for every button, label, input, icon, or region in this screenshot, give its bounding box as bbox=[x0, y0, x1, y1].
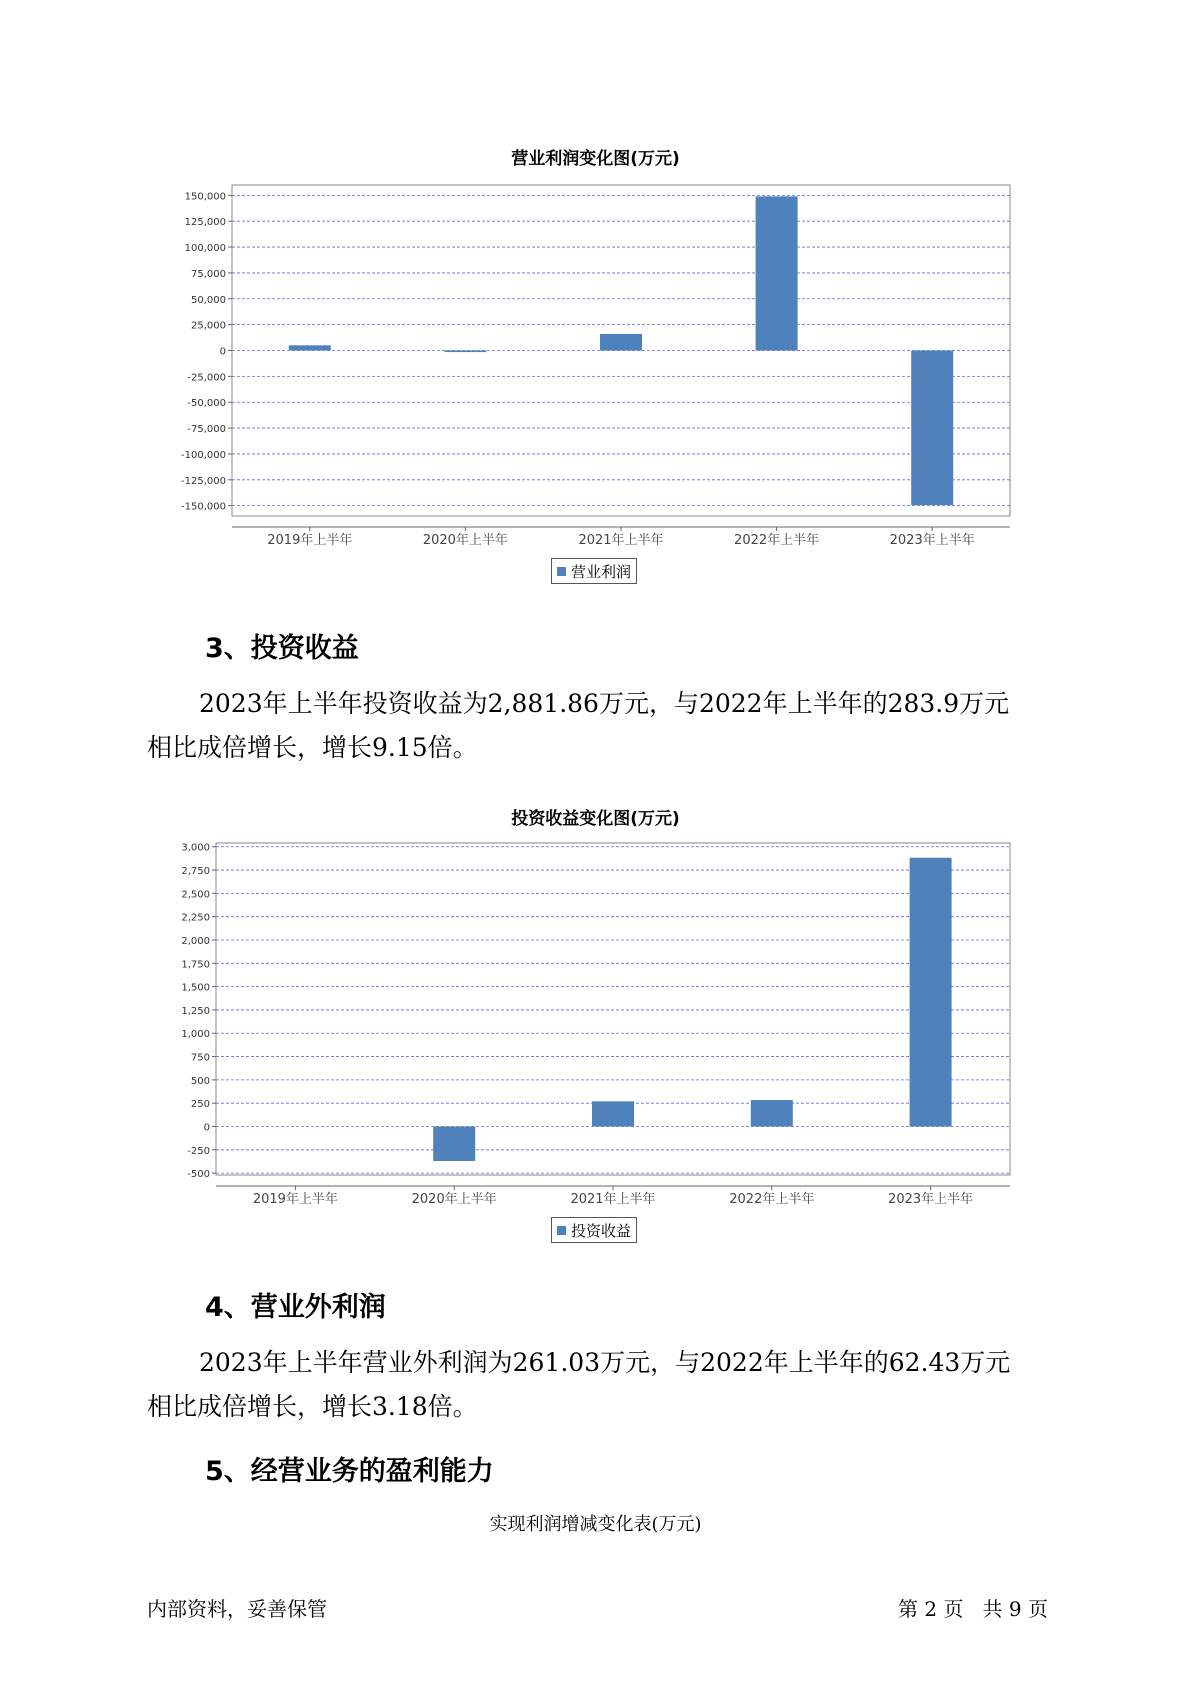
investment-income-chart-title: 投资收益变化图(万元) bbox=[511, 809, 680, 829]
y-tick-label: -100,000 bbox=[181, 449, 226, 461]
section-3-heading: 3、投资收益 bbox=[205, 633, 359, 664]
y-tick-label: 250 bbox=[190, 1099, 210, 1111]
y-tick-label: 2,250 bbox=[181, 912, 210, 924]
y-tick-label: -125,000 bbox=[181, 475, 226, 487]
section-5-heading: 5、经营业务的盈利能力 bbox=[205, 1456, 494, 1487]
table-caption: 实现利润增减变化表(万元) bbox=[489, 1514, 702, 1535]
operating-profit-chart-title: 营业利润变化图(万元) bbox=[511, 149, 680, 169]
y-tick-label: 0 bbox=[219, 346, 226, 358]
legend-swatch bbox=[557, 1226, 566, 1235]
x-tick-label: 2021年上半年 bbox=[578, 533, 664, 548]
y-tick-label: 125,000 bbox=[184, 217, 226, 229]
y-tick-label: -500 bbox=[187, 1169, 210, 1181]
x-tick-label: 2022年上半年 bbox=[729, 1192, 815, 1207]
section-4-paragraph bbox=[147, 1341, 1067, 1429]
x-tick-label: 2019年上半年 bbox=[252, 1192, 338, 1207]
x-tick-label: 2020年上半年 bbox=[422, 533, 508, 548]
y-tick-label: -250 bbox=[187, 1145, 210, 1157]
y-tick-label: 75,000 bbox=[191, 268, 226, 280]
x-tick-label: 2019年上半年 bbox=[267, 533, 353, 548]
bar bbox=[289, 345, 331, 350]
y-tick-label: 1,000 bbox=[181, 1029, 210, 1041]
x-tick-label: 2022年上半年 bbox=[734, 533, 820, 548]
y-tick-label: 100,000 bbox=[184, 243, 226, 255]
operating-profit-chart bbox=[0, 170, 1191, 550]
x-tick-label: 2021年上半年 bbox=[570, 1192, 656, 1207]
legend-label: 投资收益 bbox=[571, 1221, 632, 1240]
section-3-line-2: 相比成倍增长，增长9.15倍。 bbox=[147, 733, 478, 762]
y-tick-label: 0 bbox=[203, 1122, 210, 1134]
y-tick-label: 750 bbox=[190, 1052, 210, 1064]
y-tick-label: -150,000 bbox=[181, 501, 226, 513]
bar bbox=[756, 196, 798, 350]
y-tick-label: 150,000 bbox=[184, 191, 226, 203]
bar bbox=[911, 351, 953, 506]
y-tick-label: 25,000 bbox=[191, 320, 226, 332]
bar bbox=[910, 858, 952, 1127]
y-tick-label: 2,750 bbox=[181, 866, 210, 878]
bar bbox=[751, 1100, 793, 1126]
x-tick-label: 2023年上半年 bbox=[888, 1192, 974, 1207]
footer-confidential-note: 内部资料，妥善保管 bbox=[147, 1597, 327, 1621]
y-tick-label: 3,000 bbox=[181, 842, 210, 854]
section-4-line-1: 2023年上半年营业外利润为261.03万元，与2022年上半年的62.43万元 bbox=[199, 1348, 1011, 1377]
y-tick-label: -25,000 bbox=[187, 372, 226, 384]
legend-label: 营业利润 bbox=[571, 562, 632, 581]
y-tick-label: -50,000 bbox=[187, 398, 226, 410]
bar bbox=[444, 351, 486, 353]
y-tick-label: -75,000 bbox=[187, 424, 226, 436]
y-tick-label: 2,500 bbox=[181, 889, 210, 901]
x-tick-label: 2023年上半年 bbox=[889, 533, 975, 548]
investment-income-legend bbox=[551, 1217, 637, 1243]
operating-profit-legend bbox=[551, 558, 637, 584]
y-tick-label: 50,000 bbox=[191, 294, 226, 306]
y-tick-label: 1,250 bbox=[181, 1005, 210, 1017]
section-3-line-1: 2023年上半年投资收益为2,881.86万元，与2022年上半年的283.9万元 bbox=[199, 689, 1010, 718]
section-4-line-2: 相比成倍增长，增长3.18倍。 bbox=[147, 1392, 478, 1421]
y-tick-label: 1,750 bbox=[181, 959, 210, 971]
bar bbox=[592, 1101, 634, 1126]
legend-swatch bbox=[557, 567, 566, 576]
section-4-heading: 4、营业外利润 bbox=[205, 1292, 386, 1323]
bar bbox=[433, 1127, 475, 1162]
footer-page-number: 第 2 页 共 9 页 bbox=[898, 1597, 1048, 1621]
y-tick-label: 1,500 bbox=[181, 982, 210, 994]
bar bbox=[600, 334, 642, 351]
x-tick-label: 2020年上半年 bbox=[411, 1192, 497, 1207]
y-tick-label: 500 bbox=[190, 1075, 210, 1087]
y-tick-label: 2,000 bbox=[181, 935, 210, 947]
investment-income-chart bbox=[0, 830, 1191, 1210]
section-3-paragraph bbox=[147, 682, 1067, 770]
